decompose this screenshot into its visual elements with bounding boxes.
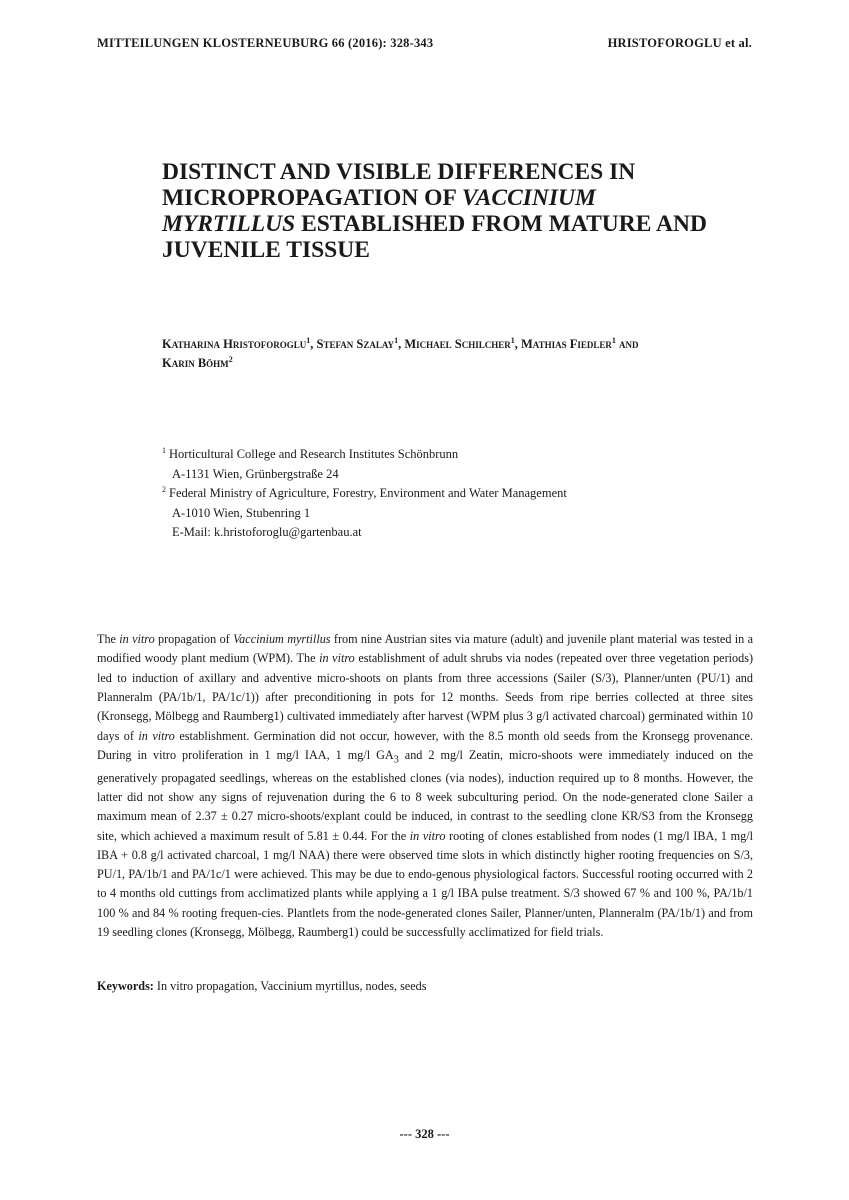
title-line-1: DISTINCT AND VISIBLE DIFFERENCES IN [162,159,636,185]
title-text: ESTABLISHED FROM MATURE AND [295,210,707,237]
affiliations [162,445,762,543]
abstract-text: The [97,632,120,646]
abstract-italic: in vitro [319,651,355,666]
affiliation-text: Federal Ministry of Agriculture, Forestry, Environment and Water Management [169,486,567,501]
affiliation-2-line-2: A-1010 Wien, Stubenring 1 [172,505,311,520]
author-affiliation-mark: 1 [306,336,311,345]
author-name: Michael Schilcher [404,337,511,352]
abstract-italic: in vitro [138,728,175,743]
title-species-epithet: MYRTILLUS [162,210,296,237]
page-number: --- 328 --- [399,1127,450,1141]
author-name: Mathias Fiedler [520,337,612,352]
running-header-author: HRISTOFOROGLU et al. [607,36,752,50]
keywords-text: In vitro propagation, Vaccinium myrtillus, nodes, seeds [153,979,427,993]
author-affiliation-mark: 1 [510,336,515,345]
running-header-journal: MITTEILUNGEN KLOSTERNEUBURG 66 (2016): 328-343 [97,36,434,50]
abstract-text: establishment. Germination did not occur, however, with the 8.5 month old seeds from the Kronsegg provenance. During in vitro proliferation in 1 mg/l IAA, 1 mg/l GA [97,728,754,762]
author-affiliation-mark: 1 [611,336,616,345]
author-separator: , [398,337,405,352]
author-list [162,335,762,373]
author-separator: and [615,337,639,352]
author-name: Katharina Hristoforoglu [162,337,307,352]
abstract-italic: in vitro [409,828,446,843]
title-species-genus: VACCINIUM [461,184,596,211]
title-line-2 [162,186,752,212]
abstract-text: propagation of [154,632,234,646]
keywords-label: Keywords: [97,979,154,993]
affiliation-1-line-1 [162,445,762,465]
abstract-italic: Vaccinium myrtillus [233,632,331,646]
abstract-text: from nine Austrian sites via mature (adult) and juvenile plant material was tested in a modified woody plant medium (WPM). The [97,632,753,666]
article-title [162,160,752,263]
affiliation-text: Horticultural College and Research Institutes Schönbrunn [169,447,459,462]
abstract-text: establishment of adult shrubs via nodes (repeated over three vegetation periods) led to induction of axillary and adventive micro-shoots on plants from three accessions (Sailer (S/3), Planner/unten (PU/1) and Planneralm (PA/1b/1, PA/1c/1)) after preconditioning in pots for 12 months. Seeds from ripe berries collected at three sites (Kronsegg, Mölbegg and Raumberg1) cultivated immediately after harvest (WPM plus 3 g/l activated charcoal) germinated within 10 days of [97,651,754,743]
abstract-subscript: 3 [393,754,399,766]
abstract-italic: in vitro [119,632,155,646]
title-line-3 [162,212,752,238]
abstract-text: rooting of clones established from nodes (1 mg/l IBA, 1 mg/l IBA + 0.8 g/l activated charcoal, 1 mg/l NAA) there were observed time slots in which distinctly higher rooting frequencies on S/3, PU/1, PA/1b/1 and PA/1c/1 were achieved. This may be due to endo-genous physiological factors. Successful rooting occurred with 2 to 4 months old cuttings from acclimatized plants while applying a 1 g/l IBA pulse treatment. S/3 showed 67 % and 100 %, PA/1b/1 100 % and 84 % rooting frequen-cies. Plantlets from the node-generated clones Sailer, Planner/unten, Planneralm (PA/1b/1) and from 19 seedling clones (Kronsegg, Mölbegg, Raumberg1) could be successfully acclimatized for field trials. [97,828,753,940]
affiliation-2-line-1 [162,484,762,504]
abstract [97,630,753,942]
author-separator: , [514,337,521,352]
contact-email: E-Mail: k.hristoforoglu@gartenbau.at [172,525,362,540]
author-separator: , [310,337,317,352]
keywords [97,977,753,996]
author-affiliation-mark: 1 [394,336,399,345]
title-text: MICROPROPAGATION OF [162,184,462,211]
affiliation-1-line-2: A-1131 Wien, Grünbergstraße 24 [172,466,339,481]
author-name: Karin Böhm [162,356,229,371]
abstract-text: and 2 mg/l Zeatin, micro-shoots were immediately induced on the generatively propagated seedlings, whereas on the established clones (via nodes), induction required up to 8 months. However, the latter did not show any signs of rejuvenation during the 6 to 8 week subculturing period. On the node-generated clone Sailer a maximum mean of 2.37 ± 0.27 micro-shoots/explant could be induced, in contrast to the seedling clone KR/S3 from the Kronsegg site, which achieved a maximum result of 5.81 ± 0.44. For the [97,747,754,843]
affiliation-mark: 1 [162,446,166,455]
author-name: Stefan Szalay [316,337,395,352]
title-line-4: JUVENILE TISSUE [162,236,370,263]
affiliation-mark: 2 [162,485,166,495]
author-affiliation-mark: 2 [228,354,233,364]
